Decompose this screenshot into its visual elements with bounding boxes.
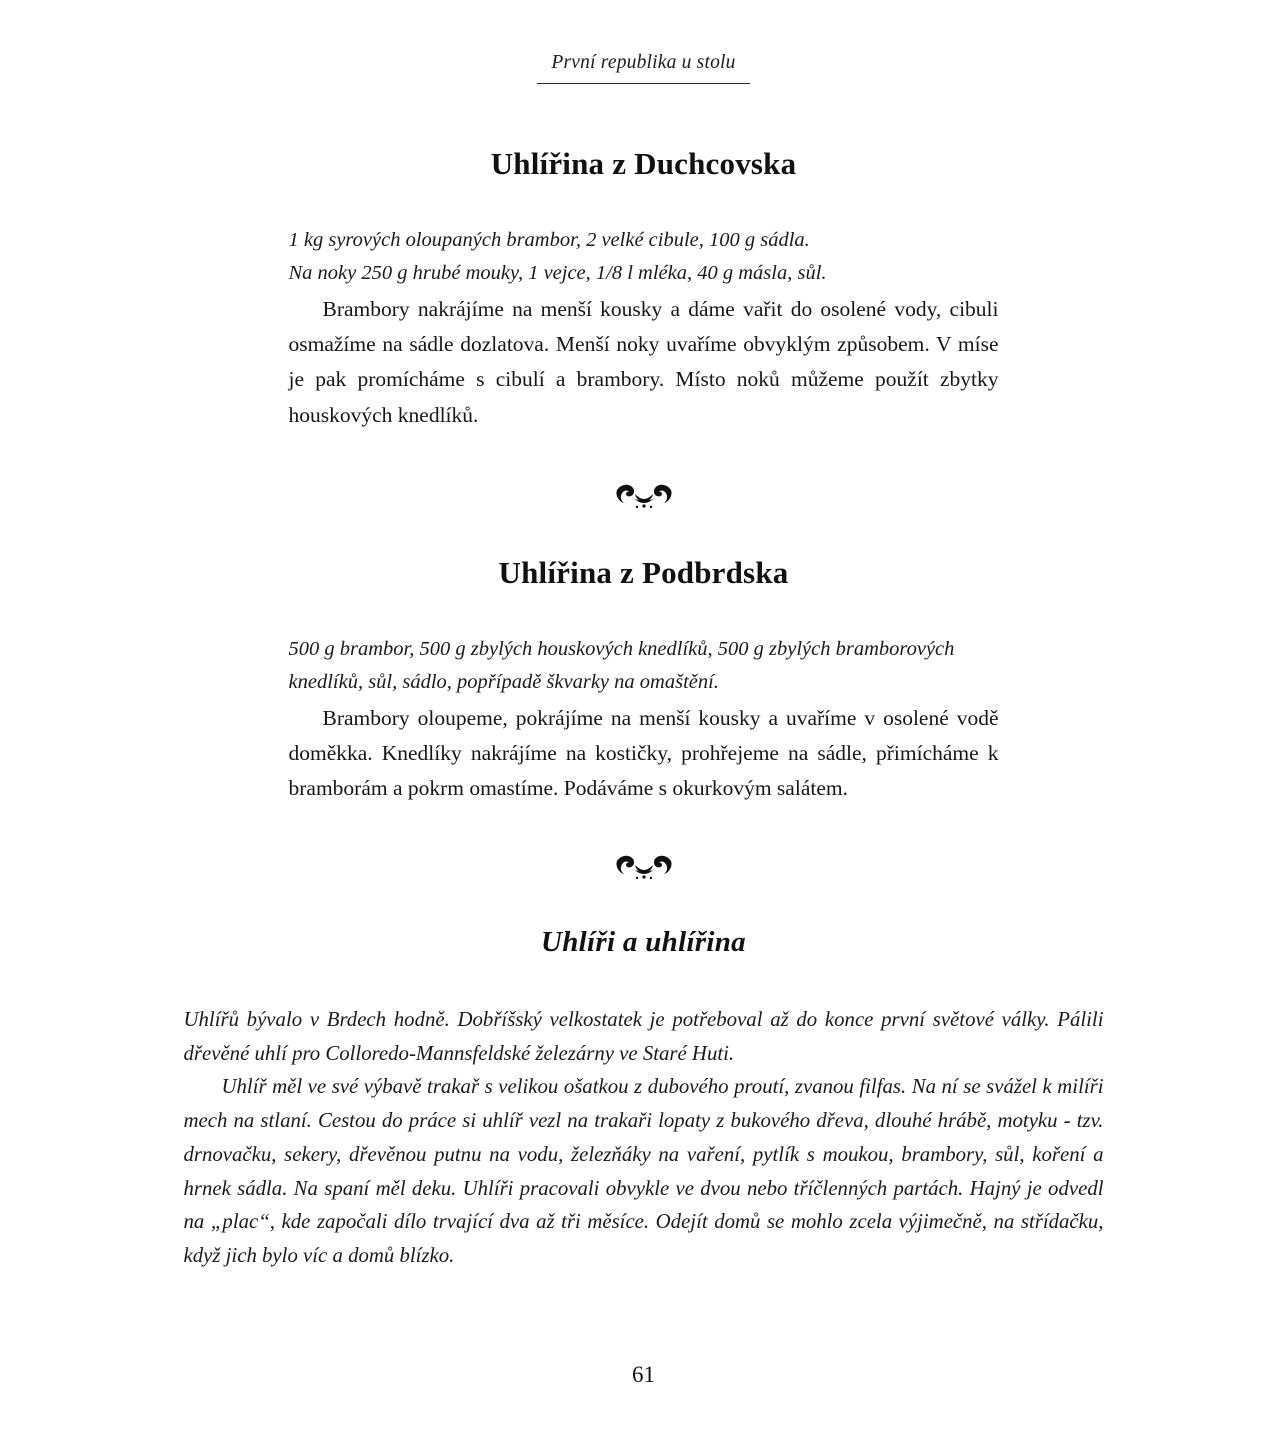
section-title: Uhlíři a uhlířina <box>541 926 746 959</box>
story-paragraph-1: Uhlířů bývalo v Brdech hodně. Dobříšský velkostatek je potřeboval až do konce první světové války. Pálili dřevěné uhlí pro Colloredo-Mannsfeldské železárny ve Staré Huti. <box>183 1008 1104 1065</box>
fleuron-icon <box>607 481 681 511</box>
ingredient-line: 1 kg syrových oloupaných brambor, 2 velké cibule, 100 g sádla. <box>288 229 810 251</box>
ornament-divider-2 <box>0 852 1287 882</box>
recipe-instructions-1: Brambory nakrájíme na menší kousky a dáme vařit do osolené vody, cibuli osmažíme na sádle dozlatova. Menší noky uvaříme obvyklým způsobem. V míse je pak promícháme s cibulí a brambory. Místo noků můžeme použít zbytky houskových knedlíků. <box>288 297 999 427</box>
ingredient-line: 500 g brambor, 500 g zbylých houskových knedlíků, 500 g zbylých bramborových knedlíků, sůl, sádlo, popřípadě škvarky na omaštění. <box>288 637 955 693</box>
recipe-title-2: Uhlířina z Podbrdska <box>498 554 789 590</box>
recipe-title-1: Uhlířina z Duchcovska <box>490 146 797 181</box>
running-head <box>0 52 1287 84</box>
recipe-ingredients-1 <box>289 224 999 290</box>
ingredient-line: Na noky 250 g hrubé mouky, 1 vejce, 1/8 l mléka, 40 g másla, sůl. <box>288 262 827 285</box>
recipe-ingredients-2 <box>289 633 999 699</box>
recipe-instructions-2: Brambory oloupeme, pokrájíme na menší kousky a uvaříme v osolené vodě doměkka. Knedlíky nakrájíme na kostičky, prohřejeme na sádle, přimícháme k bramborám a pokrm omastíme. Podáváme s okurkovým salátem. <box>288 705 999 801</box>
section-body <box>184 1003 1104 1273</box>
fleuron-icon <box>607 852 681 882</box>
story-paragraph-2: Uhlíř měl ve své výbavě trakař s velikou ošatkou z dubového proutí, zvanou filfas. Na ní se svážel k milíři mech na stlaní. Cestou do práce si uhlíř vezl na trakaři lopaty z bukového dřeva, dlouhé hrábě, motyku - tzv. drnovačku, sekery, dřevěnou putnu na vodu, železňáky na vaření, pytlík s moukou, brambory, sůl, koření a hrnek sádla. Na spaní měl deku. Uhlíři pracovali obvykle ve dvou nebo tříčlenných partách. Hajný je odvedl na „plac“, kde započali dílo trvající dva až tři měsíce. Odejít domů se mohlo zcela výjimečně, na střídačku, když jich bylo víc a domů blízko. <box>183 1075 1104 1267</box>
ornament-divider-1 <box>0 481 1287 511</box>
running-head-text: První republika u stolu <box>537 52 750 84</box>
page-number: 61 <box>632 1362 655 1387</box>
